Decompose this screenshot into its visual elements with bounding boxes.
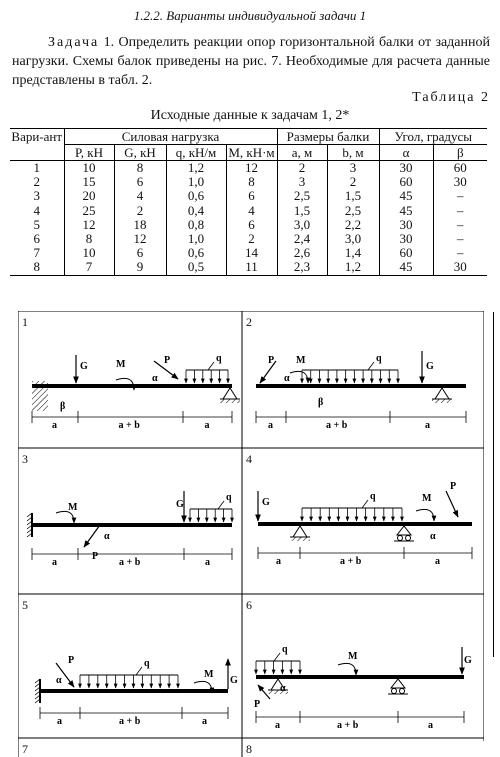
figure-number: 6	[246, 598, 252, 612]
table-cell: –	[433, 204, 487, 218]
q-label: q	[226, 492, 232, 503]
table-row	[10, 260, 487, 275]
G-label: G	[230, 675, 238, 686]
inclined-support	[32, 381, 48, 411]
table-cell: 6	[226, 189, 277, 203]
table-cell: 7	[33, 245, 40, 261]
P-label: P	[68, 655, 75, 666]
P-arrow	[84, 525, 100, 547]
roller-wheel	[398, 536, 403, 541]
task-text: Определить реакции опор горизонтальной балки от заданной нагрузки. Схемы балок приведены на рис. 7. Необходимые для расчета данные представлены в табл. 2.	[12, 35, 490, 88]
table-cell: 12	[64, 218, 114, 232]
roller-wheel	[400, 689, 405, 694]
beam	[32, 384, 232, 388]
table-cell: 2,5	[327, 204, 379, 218]
table-cell: 10	[64, 161, 114, 176]
table-cell: 2,3	[277, 260, 327, 275]
ground-hatch	[220, 399, 240, 403]
table-cell: 6	[114, 246, 166, 260]
header-angle: Угол, градусы	[379, 129, 487, 145]
table-cell: –	[433, 218, 487, 232]
table-row	[10, 204, 487, 218]
table-cell: 0,6	[166, 246, 226, 260]
table-cell: 9	[114, 260, 166, 275]
q-label: q	[144, 658, 150, 669]
table-cell: 3	[33, 188, 40, 204]
table-row	[10, 189, 487, 203]
beam	[40, 689, 228, 693]
dimension-label: a + b	[340, 556, 362, 567]
table-cell: 8	[64, 232, 114, 246]
dimension-label: a	[268, 420, 273, 431]
M-label: M	[68, 502, 78, 513]
table-cell: 2	[277, 161, 327, 176]
dimension-label: a	[202, 716, 207, 727]
table-cell: 8	[114, 161, 166, 176]
table-cell: 60	[379, 246, 433, 260]
roller-wheel	[406, 536, 411, 541]
M-label: M	[296, 355, 306, 366]
figure-number: 3	[22, 452, 28, 466]
dimension-label: a	[57, 716, 62, 727]
col-header: a, м	[277, 145, 327, 161]
table-cell: 2,6	[277, 246, 327, 260]
right-border	[493, 312, 494, 657]
section-title: 1.2.2. Варианты индивидуальной задачи 1	[133, 8, 367, 23]
P-label: P	[450, 481, 457, 492]
figure-number: 4	[246, 452, 252, 466]
table-cell: 12	[114, 232, 166, 246]
table-cell: 60	[433, 161, 487, 176]
table-cell: 4	[33, 202, 40, 218]
load-leader	[208, 362, 214, 370]
dimension-label: a	[276, 556, 281, 567]
load-leader	[368, 362, 374, 370]
figure-number: 1	[22, 315, 28, 329]
table-cell: 2,5	[277, 189, 327, 203]
G-label: G	[426, 361, 434, 372]
alpha-label: α	[430, 531, 436, 542]
beta-label: β	[60, 401, 66, 412]
dimension-label: a	[428, 720, 433, 731]
table-row	[10, 246, 487, 260]
G-label: G	[262, 497, 270, 508]
table-cell: 1,0	[166, 175, 226, 189]
pin-support	[293, 526, 307, 537]
beam-schemes	[18, 311, 484, 757]
table-cell: 10	[64, 246, 114, 260]
alpha-label: α	[280, 683, 286, 694]
M-label: M	[116, 359, 126, 370]
load-leader	[362, 500, 368, 508]
table-cell: 30	[379, 232, 433, 246]
roller-wheel	[392, 689, 397, 694]
table-cell: 18	[114, 218, 166, 232]
dimension-label: a	[204, 420, 210, 431]
col-header: M, кН·м	[226, 145, 277, 161]
table-cell: 3	[327, 161, 379, 176]
table-cell: 30	[379, 218, 433, 232]
P-label: P	[164, 355, 171, 366]
dimension-label: a	[275, 720, 280, 731]
figure-number: 8	[246, 742, 252, 756]
table-cell: 7	[64, 260, 114, 275]
beam	[256, 675, 464, 679]
beam	[32, 523, 232, 527]
table-cell: 2	[226, 232, 277, 246]
table-cell: 14	[226, 246, 277, 260]
header-variant: Вари-ант	[10, 129, 64, 161]
header-beam-size: Размеры балки	[277, 129, 379, 145]
dimension-label: a + b	[119, 557, 141, 568]
table-cell: –	[433, 246, 487, 260]
table-cell: 60	[379, 175, 433, 189]
table-cell: 1,2	[327, 260, 379, 275]
G-label: G	[176, 499, 184, 510]
table-cell: 15	[64, 175, 114, 189]
col-header: α	[379, 145, 433, 161]
moment-arc	[416, 509, 434, 521]
q-label: q	[216, 353, 222, 364]
table-cell: 4	[114, 189, 166, 203]
table-cell: 2	[327, 175, 379, 189]
figures-grid	[18, 311, 484, 757]
dimension-label: a + b	[337, 720, 359, 731]
col-header: b, м	[327, 145, 379, 161]
alpha-label: α	[104, 531, 110, 542]
table-cell: 2,2	[327, 218, 379, 232]
table-cell: –	[433, 189, 487, 203]
dimension-label: a + b	[118, 420, 140, 431]
dimension-label: a	[52, 557, 57, 568]
alpha-label: α	[152, 373, 158, 384]
header-force-load: Силовая нагрузка	[64, 129, 277, 145]
table-cell: 30	[433, 175, 487, 189]
table-cell: 0,4	[166, 204, 226, 218]
table-cell: 6	[226, 218, 277, 232]
P-label: P	[92, 551, 99, 562]
roller-support	[397, 526, 411, 535]
load-leader	[274, 653, 280, 661]
table-cell: 3,0	[327, 232, 379, 246]
table-row	[10, 232, 487, 246]
table-cell: 4	[226, 204, 277, 218]
table-label: Таблица 2	[412, 90, 490, 105]
table-cell: 1,2	[166, 161, 226, 176]
table-cell: 8	[226, 175, 277, 189]
pin-support	[435, 388, 449, 399]
alpha-label: α	[56, 675, 62, 686]
beam	[258, 522, 472, 526]
M-label: M	[348, 651, 358, 662]
table-cell: 30	[433, 260, 487, 275]
table-cell: 6	[114, 175, 166, 189]
load-leader	[136, 667, 142, 675]
q-label: q	[370, 491, 376, 502]
ground-hatch	[432, 399, 452, 403]
dimension-label: a	[435, 556, 440, 567]
task-label: Задача	[48, 35, 100, 50]
q-label: q	[376, 353, 382, 364]
pin-support	[223, 388, 237, 399]
table-cell: 1,5	[327, 189, 379, 203]
col-header: β	[433, 145, 487, 161]
table-cell: –	[433, 232, 487, 246]
table-cell: 0,5	[166, 260, 226, 275]
load-leader	[218, 501, 224, 509]
table-cell: 1	[33, 160, 40, 175]
moment-arc	[56, 511, 74, 523]
table-cell: 11	[226, 260, 277, 275]
dimension-label: a	[205, 557, 210, 568]
beam	[256, 384, 466, 388]
table-row	[10, 218, 487, 232]
table-cell: 2,4	[277, 232, 327, 246]
table-caption: Исходные данные к задачам 1, 2*	[150, 108, 350, 123]
table-cell: 12	[226, 161, 277, 176]
table-row	[10, 175, 487, 189]
P-label: P	[254, 699, 261, 710]
table-cell: 0,8	[166, 218, 226, 232]
dimension-label: a	[425, 420, 430, 431]
table-cell: 6	[33, 231, 40, 247]
G-label: G	[80, 361, 88, 372]
table-cell: 20	[64, 189, 114, 203]
ground-hatch	[290, 537, 310, 541]
table-cell: 3	[277, 175, 327, 189]
moment-arc	[338, 663, 356, 675]
task-number: 1.	[103, 35, 115, 50]
table-cell: 30	[379, 161, 433, 176]
moment-arc	[290, 371, 308, 383]
table-cell: 0,6	[166, 189, 226, 203]
figure-number: 7	[22, 742, 28, 756]
P-arrow	[446, 491, 458, 517]
dimension-label: a + b	[326, 420, 348, 431]
M-label: M	[422, 493, 432, 504]
table-cell: 2	[33, 174, 40, 190]
P-label: P	[268, 355, 275, 366]
dimension-label: a	[52, 420, 57, 431]
table-cell: 1,5	[277, 204, 327, 218]
table-cell: 2	[114, 204, 166, 218]
col-header: q, кН/м	[166, 145, 226, 161]
task-paragraph	[12, 33, 490, 90]
G-label: G	[464, 655, 472, 666]
table-cell: 45	[379, 260, 433, 275]
figure-number: 5	[22, 598, 28, 612]
col-header: P, кН	[64, 145, 114, 161]
table-cell: 5	[33, 216, 40, 232]
q-label: q	[282, 644, 288, 655]
roller-support	[391, 679, 405, 688]
figure-number: 2	[246, 315, 252, 329]
alpha-label: α	[284, 373, 290, 384]
table-cell: 45	[379, 189, 433, 203]
table-cell: 45	[379, 204, 433, 218]
data-table	[10, 128, 487, 276]
col-header: G, кН	[114, 145, 166, 161]
table-row	[10, 161, 487, 176]
table-cell: 1,0	[166, 232, 226, 246]
table-cell: 1,4	[327, 246, 379, 260]
table-cell: 3,0	[277, 218, 327, 232]
beta-label: β	[318, 397, 324, 408]
dimension-label: a + b	[119, 716, 141, 727]
table-cell: 25	[64, 204, 114, 218]
table-cell: 8	[10, 260, 64, 275]
M-label: M	[204, 669, 214, 680]
